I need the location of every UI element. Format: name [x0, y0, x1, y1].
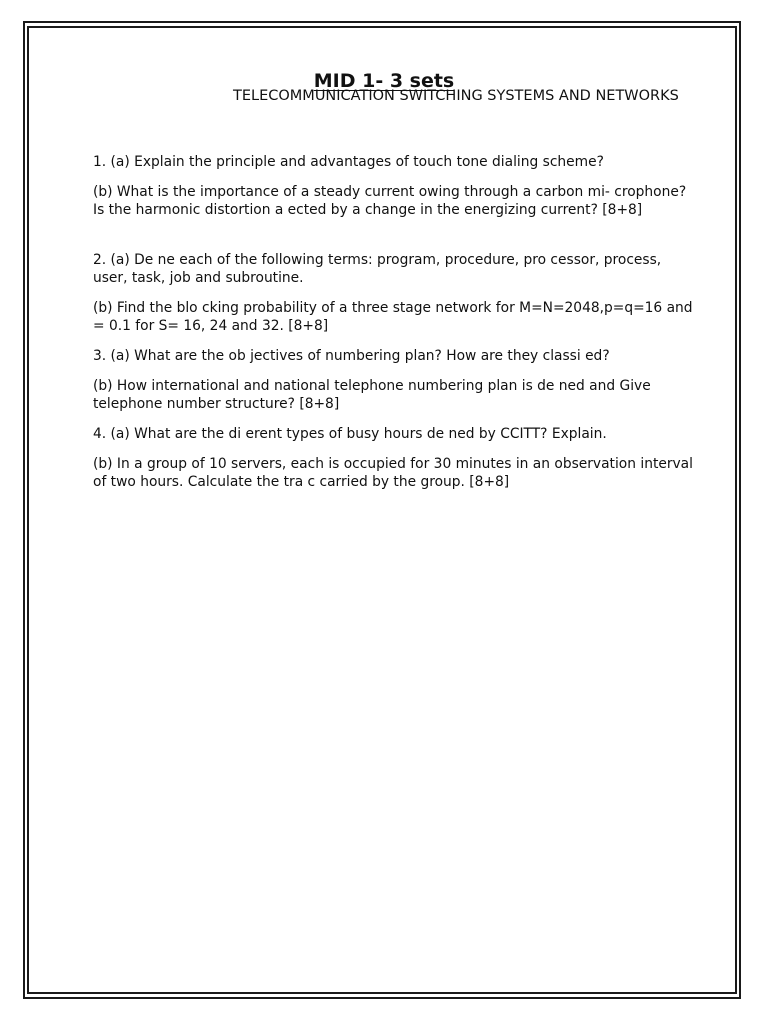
question-list	[93, 153, 693, 503]
document-subtitle: TELECOMMUNICATION SWITCHING SYSTEMS AND NETWORKS	[233, 88, 679, 104]
question-4a: 4. (a) What are the di erent types of busy hours de ned by CCITT? Explain.	[93, 426, 607, 442]
question-2b: (b) Find the blo cking probability of a three stage network for M=N=2048,p=q=16 and = 0.1 for S= 16, 24 and 32. [8+8]	[93, 300, 693, 334]
question-3a: 3. (a) What are the ob jectives of numbering plan? How are they classi ed?	[93, 348, 610, 364]
question-2a: 2. (a) De ne each of the following terms: program, procedure, pro cessor, process, user, task, job and subroutine.	[93, 252, 662, 286]
question-4b: (b) In a group of 10 servers, each is occupied for 30 minutes in an observation interval of two hours. Calculate the tra c carried by the group. [8+8]	[93, 456, 693, 490]
question-1a: 1. (a) Explain the principle and advantages of touch tone dialing scheme?	[93, 154, 604, 170]
document-title: MID 1- 3 sets	[313, 70, 455, 92]
question-3b: (b) How international and national telephone numbering plan is de ned and Give telephone number structure? [8+8]	[93, 378, 651, 412]
question-1b: (b) What is the importance of a steady current owing through a carbon mi- crophone? Is the harmonic distortion a ected by a change in the energizing current? [8+8]	[93, 184, 687, 218]
